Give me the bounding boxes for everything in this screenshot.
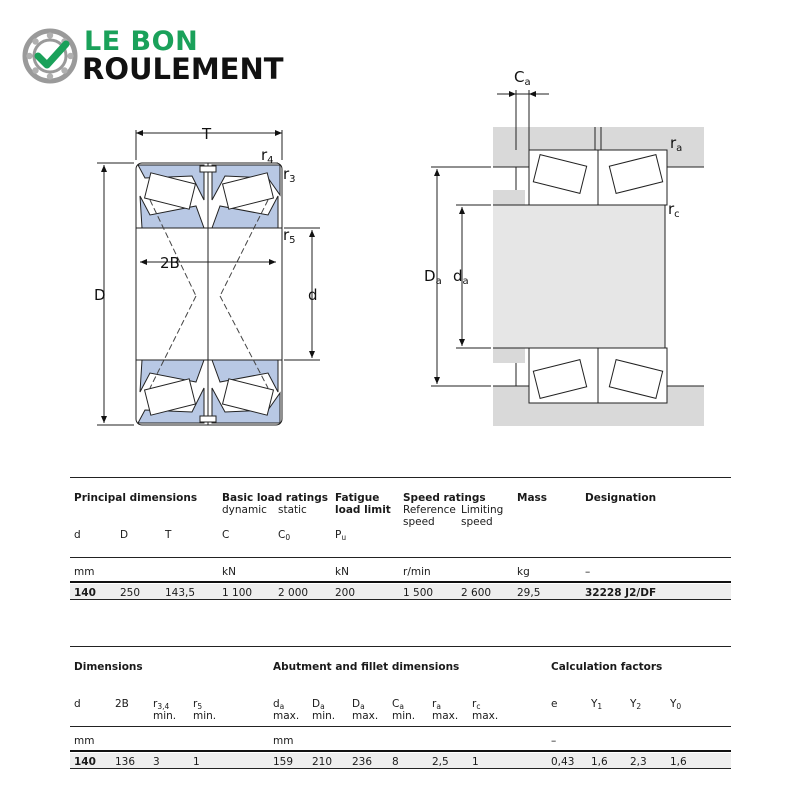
divider xyxy=(70,599,731,600)
label-d: d xyxy=(308,286,318,304)
header-reference: Reference xyxy=(403,504,456,516)
symbol-ra: $r_a$ xyxy=(432,698,441,711)
label-ra: $r_a$ xyxy=(670,134,683,154)
label-2B: 2B xyxy=(160,254,180,272)
symbol-d: d xyxy=(74,698,81,710)
header-dynamic: dynamic xyxy=(222,504,267,516)
unit-mm: mm xyxy=(74,735,95,747)
symbol-rc-max: max. xyxy=(472,710,499,722)
value-D: 250 xyxy=(120,587,141,599)
symbol-ra-max: max. xyxy=(432,710,459,722)
header-limiting-speed: speed xyxy=(461,516,493,528)
symbol-Ca-min: min. xyxy=(392,710,416,722)
label-r5: $r_5$ xyxy=(283,226,296,246)
unit-mm: mm xyxy=(273,735,294,747)
mounting-drawing xyxy=(431,90,704,426)
symbol-Da-max: $D_a$ xyxy=(352,698,365,711)
symbol-Y0: $Y_0$ xyxy=(670,698,682,711)
header-designation: Designation xyxy=(585,492,657,504)
value-rc: 1 xyxy=(472,756,479,768)
logo-text-line2: ROULEMENT xyxy=(82,52,284,86)
value-Y1: 1,6 xyxy=(591,756,608,768)
symbol-Y1: $Y_1$ xyxy=(591,698,603,711)
header-mass: Mass xyxy=(517,492,548,504)
value-reference-speed: 1 500 xyxy=(403,587,434,599)
header-dimensions: Dimensions xyxy=(74,661,143,673)
unit-dash: – xyxy=(551,735,557,747)
symbol-2B: 2B xyxy=(115,698,129,710)
value-Da-min: 210 xyxy=(312,756,333,768)
value-d: 140 xyxy=(74,756,96,768)
value-e: 0,43 xyxy=(551,756,575,768)
value-mass: 29,5 xyxy=(517,587,541,599)
value-Da-max: 236 xyxy=(352,756,373,768)
header-principal-dimensions: Principal dimensions xyxy=(74,492,198,504)
symbol-da-max: max. xyxy=(273,710,300,722)
label-Ca: $C_a$ xyxy=(514,68,531,88)
unit-rmin: r/min xyxy=(403,566,431,578)
symbol-C0: $C_0$ xyxy=(278,529,291,542)
symbol-Da-min-label: min. xyxy=(312,710,336,722)
value-2B: 136 xyxy=(115,756,136,768)
symbol-r34-min: min. xyxy=(153,710,177,722)
unit-mm: mm xyxy=(74,566,95,578)
value-designation: 32228 J2/DF xyxy=(585,587,657,599)
symbol-D: D xyxy=(120,529,129,541)
divider xyxy=(70,557,731,558)
logo-text-line1: LE BON xyxy=(84,26,199,57)
symbol-T: T xyxy=(165,529,172,541)
value-r34: 3 xyxy=(153,756,160,768)
divider xyxy=(70,646,731,647)
unit-dash: – xyxy=(585,566,591,578)
value-Y0: 1,6 xyxy=(670,756,687,768)
header-fatigue: Fatigue xyxy=(335,492,380,504)
header-load-limit: load limit xyxy=(335,504,391,516)
value-C0: 2 000 xyxy=(278,587,309,599)
symbol-Pu: $P_u$ xyxy=(335,529,347,542)
divider xyxy=(70,477,731,478)
value-Ca: 8 xyxy=(392,756,399,768)
label-da: $d_a$ xyxy=(453,267,469,287)
divider xyxy=(70,750,731,752)
label-rc: $r_c$ xyxy=(668,200,680,220)
label-r3: $r_3$ xyxy=(283,165,296,185)
divider xyxy=(70,768,731,769)
symbol-Y2: $Y_2$ xyxy=(630,698,642,711)
symbol-Ca: $C_a$ xyxy=(392,698,404,711)
symbol-C: C xyxy=(222,529,230,541)
value-Y2: 2,3 xyxy=(630,756,647,768)
header-reference-speed: speed xyxy=(403,516,435,528)
label-T: T xyxy=(202,125,212,143)
value-d: 140 xyxy=(74,587,96,599)
symbol-da: $d_a$ xyxy=(273,698,285,711)
divider xyxy=(70,726,731,727)
value-T: 143,5 xyxy=(165,587,196,599)
symbol-r5-min: min. xyxy=(193,710,217,722)
unit-kN: kN xyxy=(335,566,349,578)
header-static: static xyxy=(278,504,307,516)
symbol-e: e xyxy=(551,698,558,710)
symbol-r5: $r_5$ xyxy=(193,698,203,711)
value-ra: 2,5 xyxy=(432,756,449,768)
value-C: 1 100 xyxy=(222,587,253,599)
divider xyxy=(70,581,731,583)
label-Da: $D_a$ xyxy=(424,267,442,287)
unit-kN: kN xyxy=(222,566,236,578)
symbol-d: d xyxy=(74,529,81,541)
value-limiting-speed: 2 600 xyxy=(461,587,492,599)
value-da: 159 xyxy=(273,756,294,768)
header-speed-ratings: Speed ratings xyxy=(403,492,486,504)
value-Pu: 200 xyxy=(335,587,356,599)
header-abutment: Abutment and fillet dimensions xyxy=(273,661,460,673)
label-D: D xyxy=(94,286,106,304)
symbol-r34: $r_{3,4}$ xyxy=(153,698,170,711)
label-r4: $r_4$ xyxy=(261,146,274,166)
header-basic-load-ratings: Basic load ratings xyxy=(222,492,329,504)
header-limiting: Limiting xyxy=(461,504,504,516)
header-calculation-factors: Calculation factors xyxy=(551,661,663,673)
unit-kg: kg xyxy=(517,566,530,578)
value-r5: 1 xyxy=(193,756,200,768)
symbol-Da-min: $D_a$ xyxy=(312,698,325,711)
symbol-Da-max-label: max. xyxy=(352,710,379,722)
symbol-rc: $r_c$ xyxy=(472,698,481,711)
